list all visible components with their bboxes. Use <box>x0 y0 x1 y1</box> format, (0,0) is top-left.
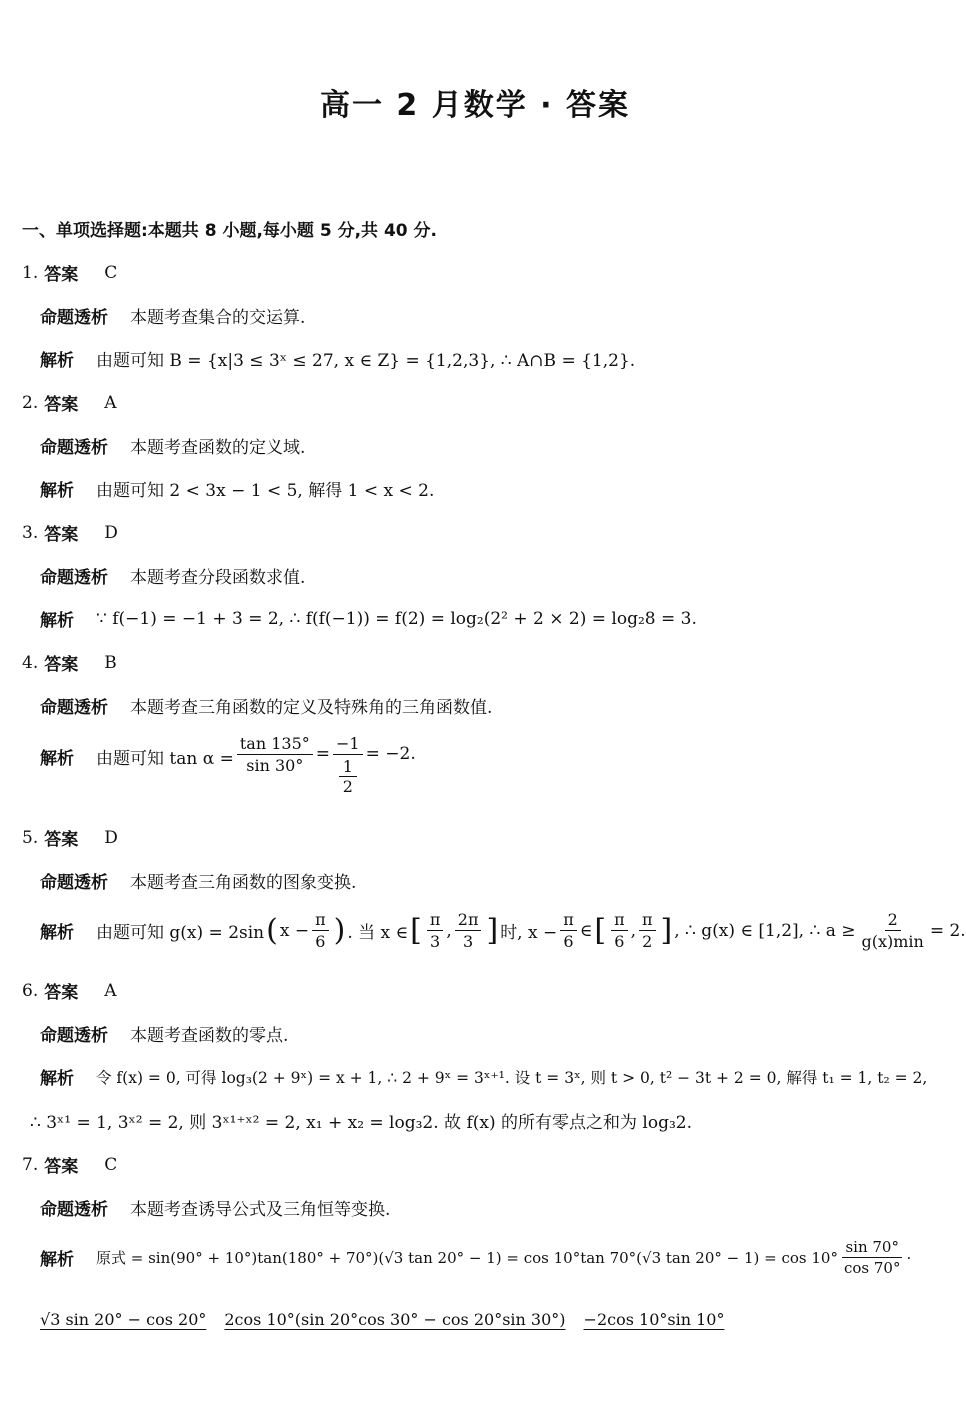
q7-analysis-line <box>40 1238 911 1277</box>
answer-label: 答案 <box>44 1157 79 1177</box>
fraction-numerator: tan 135° <box>237 734 313 755</box>
page-title: 高一 2 月数学 · 答案 <box>319 88 631 123</box>
analysis-label: 解析 <box>40 1250 74 1270</box>
q6-answer-line <box>22 978 117 1003</box>
answer-label: 答案 <box>44 655 79 675</box>
q1-intent: 本题考查集合的交运算. <box>130 308 306 328</box>
q4-fraction-2 <box>333 734 363 796</box>
intent-label: 命题透析 <box>40 1026 108 1046</box>
q4-answer-line <box>22 650 117 675</box>
fraction-numerator: −1 <box>333 734 363 755</box>
q3-number: 3. <box>22 522 39 543</box>
q4-intent-line <box>40 693 492 718</box>
answer-label: 答案 <box>44 525 79 545</box>
q5-intent: 本题考查三角函数的图象变换. <box>130 873 357 893</box>
denominator: 2 <box>642 932 653 951</box>
q1-analysis: 由题可知 B = {x|3 ≤ 3ˣ ≤ 27, x ∈ Z} = {1,2,3}, ∴ A∩B = {1,2}. <box>96 351 636 371</box>
q7-intent: 本题考查诱导公式及三角恒等变换. <box>130 1200 391 1220</box>
analysis-label: 解析 <box>40 923 74 943</box>
denominator: 6 <box>315 932 326 951</box>
q5-text-5: ∈ <box>579 920 593 941</box>
left-bracket: [ <box>410 913 422 948</box>
q5-answer-line <box>22 825 118 850</box>
q2-number: 2. <box>22 392 39 413</box>
q7-answer-line <box>22 1152 117 1177</box>
q1-number: 1. <box>22 262 39 283</box>
denominator: g(x)min <box>861 932 924 951</box>
q5-answer: D <box>104 827 118 848</box>
q2-answer-line <box>22 390 117 415</box>
q4-number: 4. <box>22 652 39 673</box>
denominator: 6 <box>614 932 625 951</box>
two-over-gmin <box>858 910 926 951</box>
q6-intent-line <box>40 1021 288 1046</box>
q4-analysis-line <box>40 734 416 796</box>
intent-label: 命题透析 <box>40 438 108 458</box>
q5-text-2: x − <box>279 920 310 941</box>
q6-analysis-line-2 <box>30 1108 692 1133</box>
q7-answer: C <box>104 1154 118 1175</box>
q5-intent-line <box>40 868 356 893</box>
q7-intent-line <box>40 1195 390 1220</box>
q1-answer-line <box>22 260 117 285</box>
pi-over-6 <box>611 910 628 951</box>
q3-intent-line <box>40 563 305 588</box>
q5-number: 5. <box>22 827 39 848</box>
two-pi-over-3 <box>455 910 482 951</box>
q7-numerators-line <box>40 1310 724 1329</box>
q6-answer: A <box>104 980 117 1001</box>
numerator: π <box>639 910 656 931</box>
q7-numerator-3: −2cos 10°sin 10° <box>583 1310 725 1329</box>
numerator: π <box>611 910 628 931</box>
numerator: π <box>312 910 329 931</box>
inner-numerator: 1 <box>339 757 357 777</box>
answer-label: 答案 <box>44 983 79 1003</box>
equals-sign: = <box>315 744 331 764</box>
section-heading: 一、单项选择题:本题共 8 小题,每小题 5 分,共 40 分. <box>22 221 437 241</box>
analysis-label: 解析 <box>40 611 74 631</box>
q5-analysis-line <box>40 910 966 951</box>
pi-over-2 <box>639 910 656 951</box>
intent-label: 命题透析 <box>40 308 108 328</box>
q2-intent-line <box>40 433 305 458</box>
q5-text-4: 时, x − <box>500 923 558 943</box>
q6-intent: 本题考查函数的零点. <box>130 1026 289 1046</box>
denominator: 6 <box>563 932 574 951</box>
q3-answer: D <box>104 522 118 543</box>
q6-analysis-line <box>40 1064 927 1089</box>
analysis-label: 解析 <box>40 1069 74 1089</box>
q3-analysis-line <box>40 606 697 631</box>
q2-analysis: 由题可知 2 < 3x − 1 < 5, 解得 1 < x < 2. <box>96 481 435 501</box>
pi-over-6 <box>312 910 329 951</box>
answer-label: 答案 <box>44 395 79 415</box>
q1-answer: C <box>104 262 118 283</box>
analysis-label: 解析 <box>40 351 74 371</box>
q3-analysis: ∵ f(−1) = −1 + 3 = 2, ∴ f(f(−1)) = f(2) = log₂(2² + 2 × 2) = log₂8 = 3. <box>96 608 697 629</box>
q7-number: 7. <box>22 1154 39 1175</box>
q5-text-6: , ∴ g(x) ∈ [1,2], ∴ a ≥ <box>674 920 856 941</box>
q4-answer: B <box>104 652 117 673</box>
right-bracket: ] <box>660 913 673 948</box>
intent-label: 命题透析 <box>40 1200 108 1220</box>
comma: , <box>446 920 452 941</box>
fraction-denominator: sin 30° <box>246 756 304 775</box>
q5-text-7: = 2. <box>929 920 966 941</box>
q3-answer-line <box>22 520 118 545</box>
numerator: π <box>560 910 577 931</box>
q2-intent: 本题考查函数的定义域. <box>130 438 306 458</box>
analysis-label: 解析 <box>40 749 74 769</box>
intent-label: 命题透析 <box>40 698 108 718</box>
answer-label: 答案 <box>44 265 79 285</box>
q4-fraction-1 <box>237 734 313 775</box>
pi-over-3 <box>427 910 444 951</box>
q4-analysis-prefix: 由题可知 tan α = <box>96 749 234 769</box>
q2-answer: A <box>104 392 117 413</box>
numerator: 2π <box>455 910 482 931</box>
inner-denominator: 2 <box>342 777 353 796</box>
right-bracket: ] <box>486 913 499 948</box>
dot: · <box>906 1248 912 1267</box>
answer-label: 答案 <box>44 830 79 850</box>
q5-text-1: 由题可知 g(x) = 2sin <box>96 923 265 943</box>
fraction-denominator <box>339 755 357 796</box>
q1-analysis-line <box>40 346 635 371</box>
q7-analysis: 原式 = sin(90° + 10°)tan(180° + 70°)(√3 tan 20° − 1) = cos 10°tan 70°(√3 tan 20° − 1) = cos 10° <box>96 1249 838 1267</box>
q6-analysis-1: 令 f(x) = 0, 可得 log₃(2 + 9ˣ) = x + 1, ∴ 2 + 9ˣ = 3ˣ⁺¹. 设 t = 3ˣ, 则 t > 0, t² − 3t + 2 = 0, 解得 t₁ = 1, t₂ = 2, <box>96 1068 928 1087</box>
intent-label: 命题透析 <box>40 873 108 893</box>
q5-text-3: . 当 x ∈ <box>347 923 409 943</box>
q1-intent-line <box>40 303 305 328</box>
q4-intent: 本题考查三角函数的定义及特殊角的三角函数值. <box>130 698 493 718</box>
comma: , <box>630 920 636 941</box>
numerator: sin 70° <box>842 1238 902 1258</box>
q7-numerator-2: 2cos 10°(sin 20°cos 30° − cos 20°sin 30°) <box>224 1310 566 1329</box>
denominator: 3 <box>430 932 441 951</box>
numerator: π <box>427 910 444 931</box>
left-paren: ( <box>266 913 278 948</box>
denominator: 3 <box>463 932 474 951</box>
intent-label: 命题透析 <box>40 568 108 588</box>
q7-numerator-1: √3 sin 20° − cos 20° <box>40 1310 207 1329</box>
q4-analysis-suffix: = −2. <box>365 744 416 764</box>
sin70-over-cos70 <box>841 1238 903 1277</box>
q2-analysis-line <box>40 476 434 501</box>
q6-analysis-2: ∴ 3ˣ¹ = 1, 3ˣ² = 2, 则 3ˣ¹⁺ˣ² = 2, x₁ + x₂ = log₃2. 故 f(x) 的所有零点之和为 log₃2. <box>30 1113 692 1133</box>
pi-over-6 <box>560 910 577 951</box>
q6-number: 6. <box>22 980 39 1001</box>
denominator: cos 70° <box>843 1259 901 1277</box>
left-bracket: [ <box>594 913 607 948</box>
q3-intent: 本题考查分段函数求值. <box>130 568 306 588</box>
numerator: 2 <box>885 910 901 931</box>
right-paren: ) <box>333 913 346 948</box>
analysis-label: 解析 <box>40 481 74 501</box>
